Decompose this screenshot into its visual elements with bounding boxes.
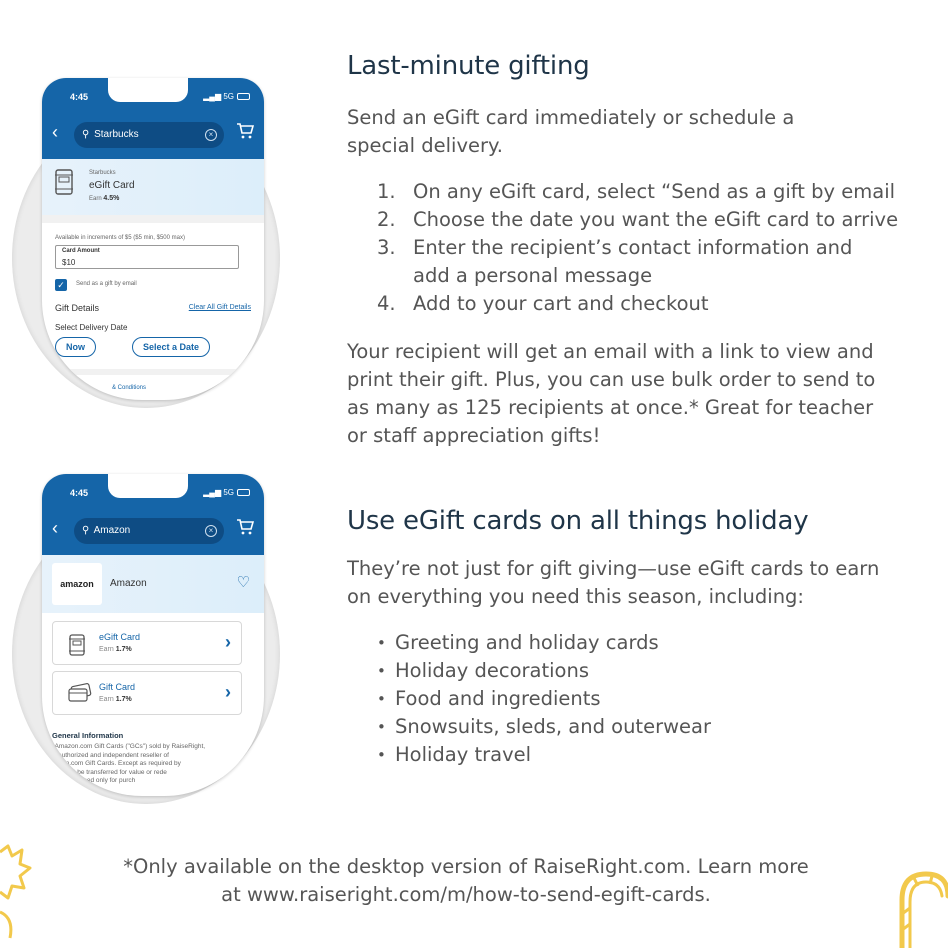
amazon-logo: amazon xyxy=(52,563,102,605)
ornament-left-icon xyxy=(0,842,36,948)
back-arrow-icon[interactable]: ‹ xyxy=(52,518,58,538)
section-intro: Send an eGift card immediately or schedule a special delivery. xyxy=(347,106,795,157)
option-earn: Earn 1.7% xyxy=(99,696,132,703)
select-date-button[interactable]: Select a Date xyxy=(132,337,210,357)
status-time: 4:45 xyxy=(70,92,89,102)
heart-icon[interactable]: ♡ xyxy=(236,574,250,591)
brand-name: Amazon xyxy=(110,578,147,589)
phone-screen xyxy=(42,78,264,400)
battery-icon xyxy=(237,489,250,496)
search-input[interactable] xyxy=(74,122,224,148)
step-item: 3. Enter the recipient’s contact information and add a personal message xyxy=(377,236,853,287)
card-amount-value: $10 xyxy=(62,258,76,267)
brand-header xyxy=(42,555,264,613)
steps-list xyxy=(347,178,907,318)
signal-icon: ▂▄▆ 5G xyxy=(203,488,234,497)
list-item: • Holiday decorations xyxy=(377,659,590,682)
option-title: eGift Card xyxy=(99,632,141,642)
section-title: Use eGift cards on all things holiday xyxy=(347,506,809,536)
step-item: 1. On any eGift card, select “Send as a gift by email xyxy=(377,180,896,203)
send-gift-label: Send as a gift by email xyxy=(76,281,137,287)
status-bar xyxy=(42,78,264,114)
cart-icon[interactable] xyxy=(236,122,254,145)
signal-icon: ▂▄▆ 5G xyxy=(203,92,234,101)
clear-icon[interactable]: × xyxy=(205,129,217,141)
footer-line: at www.raiseright.com/m/how-to-send-egift-cards. xyxy=(221,883,711,906)
search-input[interactable] xyxy=(74,518,224,544)
back-arrow-icon[interactable]: ‹ xyxy=(52,122,58,142)
send-gift-checkbox[interactable]: ✓ xyxy=(55,279,67,291)
product-title: eGift Card xyxy=(89,180,135,191)
egift-card-icon xyxy=(54,167,74,202)
network-label: 5G xyxy=(223,92,234,101)
status-time: 4:45 xyxy=(70,488,89,498)
last-minute-gifting-section xyxy=(347,50,907,450)
phone-mockup-starbucks xyxy=(12,78,282,408)
chevron-right-icon: › xyxy=(225,682,231,702)
egift-card-option[interactable] xyxy=(52,621,242,665)
status-bar xyxy=(42,474,264,510)
egift-card-icon xyxy=(67,633,87,662)
general-info-text: *Amazon.com Gift Cards ("GCs") sold by RaiseRight, authorized and independent reseller of on.com Gift Cards. Except as required by nt be transferred for value or rede used only for purch xyxy=(52,743,206,784)
network-label: 5G xyxy=(223,488,234,497)
product-header xyxy=(42,159,264,215)
option-earn: Earn 1.7% xyxy=(99,646,132,653)
clear-gift-details-link[interactable]: Clear All Gift Details xyxy=(188,304,251,311)
battery-icon xyxy=(237,93,250,100)
search-icon: ⚲ xyxy=(82,525,90,536)
list-item: • Food and ingredients xyxy=(377,687,601,710)
phone-notch xyxy=(108,78,188,102)
card-options xyxy=(42,613,264,796)
holiday-uses-section xyxy=(347,505,907,769)
terms-link[interactable]: & Conditions xyxy=(112,385,147,391)
search-value: Amazon xyxy=(93,525,131,536)
gift-card-option[interactable] xyxy=(52,671,242,715)
earn-rate: Earn 4.5% xyxy=(89,195,120,202)
footer-note xyxy=(90,853,842,909)
card-amount-label: Card Amount xyxy=(62,248,100,254)
section-outro: Your recipient will get an email with a link to view and print their gift. Plus, you can use bulk order to send to as many as 125 recipients at once.* Great for teacher or staff appreciation gifts! xyxy=(347,340,876,447)
list-item: • Greeting and holiday cards xyxy=(377,631,659,654)
chevron-right-icon: › xyxy=(225,632,231,652)
gift-details-heading: Gift Details xyxy=(55,303,100,313)
card-amount-field[interactable] xyxy=(55,245,239,269)
delivery-date-label: Select Delivery Date xyxy=(55,323,128,332)
increments-note: Available in increments of $5 ($5 min, $500 max) xyxy=(55,235,185,241)
section-intro: They’re not just for gift giving—use eGift cards to earn on everything you need this season, including: xyxy=(347,557,880,608)
step-item: 2. Choose the date you want the eGift card to arrive xyxy=(377,208,899,231)
list-item: • Snowsuits, sleds, and outerwear xyxy=(377,715,712,738)
step-item: 4. Add to your cart and checkout xyxy=(377,292,709,315)
brand-small-label: Starbucks xyxy=(89,170,116,176)
search-value: Starbucks xyxy=(94,129,139,140)
general-info-heading: General Information xyxy=(52,731,124,740)
gift-card-icon xyxy=(67,683,93,708)
now-button[interactable]: Now xyxy=(55,337,96,357)
option-title: Gift Card xyxy=(99,682,136,692)
phone-screen xyxy=(42,474,264,796)
search-icon: ⚲ xyxy=(82,129,90,140)
footer-line: *Only available on the desktop version of RaiseRight.com. Learn more xyxy=(123,855,809,878)
cart-icon[interactable] xyxy=(236,518,254,541)
phone-notch xyxy=(108,474,188,498)
bullet-list xyxy=(347,629,907,769)
phone-mockup-amazon xyxy=(12,474,282,804)
clear-icon[interactable]: × xyxy=(205,525,217,537)
purchase-form xyxy=(42,223,264,400)
list-item: • Holiday travel xyxy=(377,743,532,766)
section-title: Last-minute gifting xyxy=(347,51,590,81)
search-bar xyxy=(42,510,264,555)
search-bar xyxy=(42,114,264,159)
candy-cane-icon xyxy=(888,866,948,948)
